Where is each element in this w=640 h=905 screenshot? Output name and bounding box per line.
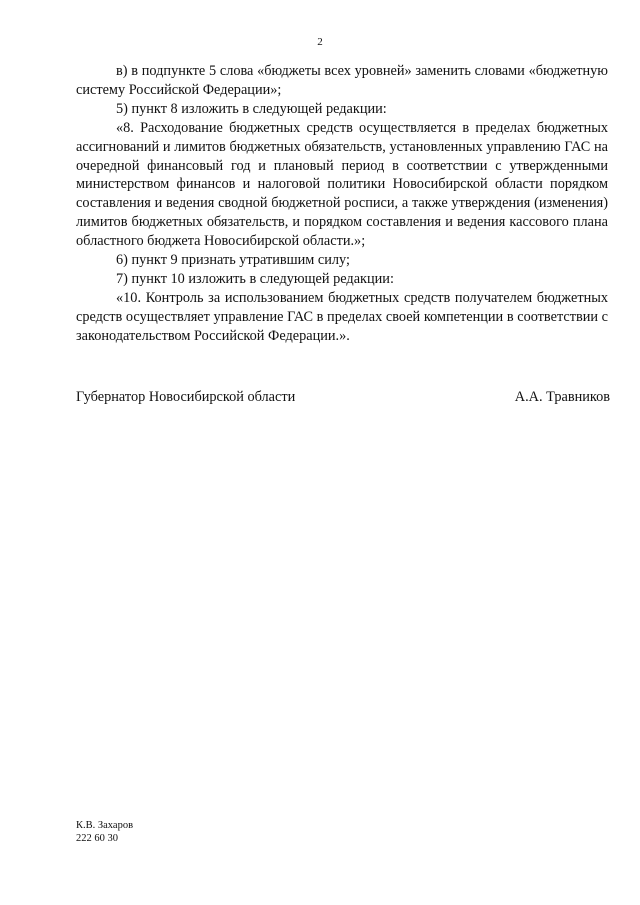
signatory-name: А.А. Травников — [514, 389, 610, 405]
executor-name: К.В. Захаров — [76, 820, 134, 831]
paragraph-point-10-text: «10. Контроль за использованием бюджетных средств получателем бюджетных средств осуществляет управление ГАС в пределах своей компетенции в соответствии с законодательством Российской Федерации.». — [76, 289, 608, 344]
document-body — [76, 62, 608, 346]
paragraph-point-7: 7) пункт 10 изложить в следующей редакции: — [116, 270, 394, 287]
paragraph-point-6: 6) пункт 9 признать утратившим силу; — [116, 252, 350, 269]
executor-phone: 222 60 30 — [76, 833, 118, 844]
paragraph-subpoint-v: в) в подпункте 5 слова «бюджеты всех уровней» заменить словами «бюджетную систему Российской Федерации»; — [76, 63, 608, 98]
signature-block — [76, 388, 610, 406]
paragraph-point-5: 5) пункт 8 изложить в следующей редакции: — [116, 100, 387, 117]
paragraph-point-8-text: «8. Расходование бюджетных средств осуществляется в пределах бюджетных ассигнований и лимитов бюджетных обязательств, установленных управлению ГАС на очередной финансовый год и плановый период в соответствии с утвержденными министерством финансов и налоговой политики Новосибирской области порядком составления и ведения сводной бюджетной росписи, а также утверждения (изменения) лимитов бюджетных обязательств, и порядком составления и ведения кассового плана областного бюджета Новосибирской области.»; — [76, 119, 608, 250]
executor-info — [76, 819, 133, 845]
signatory-position: Губернатор Новосибирской области — [76, 389, 296, 405]
page-number: 2 — [317, 36, 323, 48]
